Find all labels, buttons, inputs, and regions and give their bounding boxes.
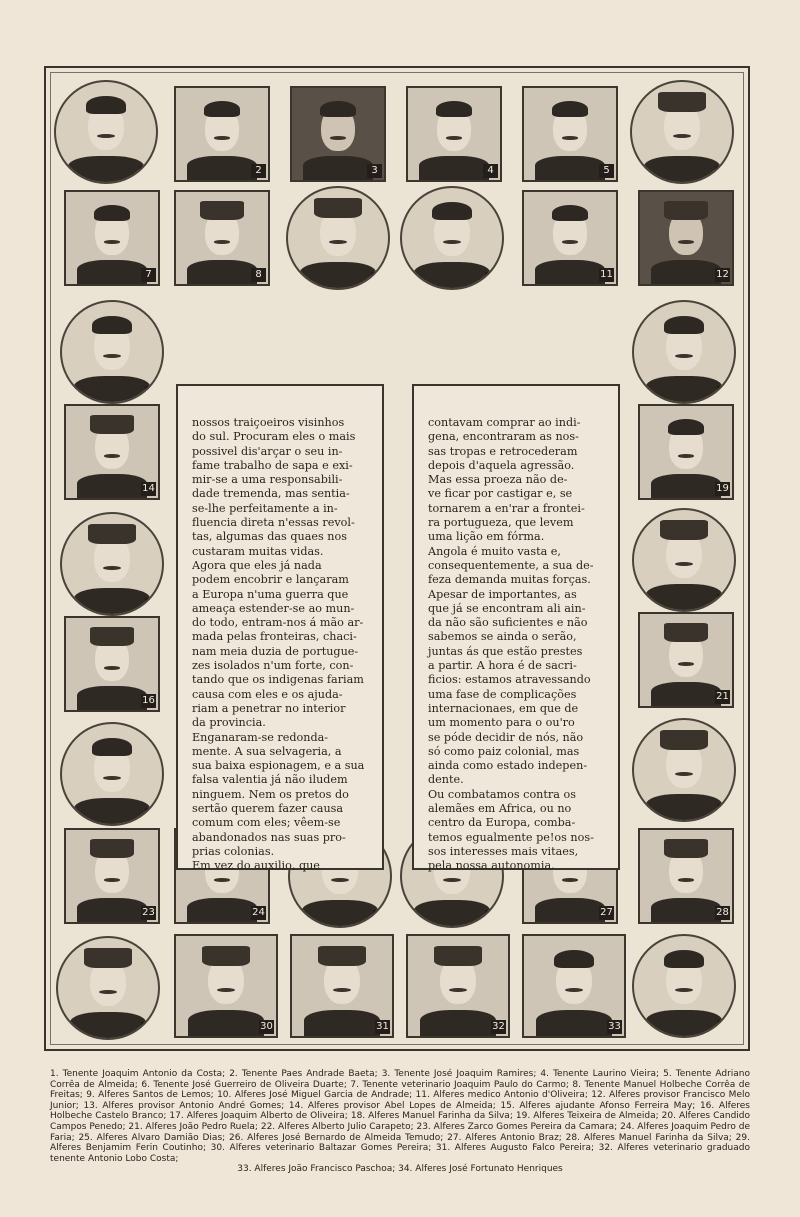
- portrait-coat: [74, 376, 150, 402]
- portrait-cap: [434, 946, 482, 966]
- portrait-moust: [333, 988, 351, 992]
- portrait-number: 1: [139, 166, 154, 180]
- portrait-coat: [74, 588, 150, 614]
- portrait-coat: [646, 1010, 722, 1036]
- portrait-17: [60, 722, 164, 826]
- portrait-cap: [318, 946, 366, 966]
- portrait-coat: [536, 1010, 612, 1036]
- portrait-hair: [94, 205, 131, 222]
- portrait-coat: [646, 794, 722, 820]
- portrait-number: 29: [142, 1023, 155, 1034]
- portrait-hair: [92, 316, 132, 334]
- portrait-moust: [103, 354, 121, 358]
- portrait-number: 27: [600, 907, 613, 918]
- portrait-plate: [44, 66, 750, 1051]
- portrait-9: [286, 186, 390, 290]
- portrait-5: [522, 86, 618, 182]
- portrait-number: 6: [715, 166, 730, 180]
- portrait-cap: [664, 623, 708, 641]
- portrait-coat: [535, 898, 605, 922]
- portrait-moust: [97, 134, 115, 138]
- portrait-moust: [214, 878, 231, 882]
- portrait-moust: [443, 240, 461, 244]
- portrait-hair: [552, 101, 589, 118]
- portrait-coat: [302, 900, 378, 926]
- portrait-moust: [675, 772, 693, 776]
- portrait-moust: [675, 354, 693, 358]
- portrait-22: [632, 718, 736, 822]
- portrait-cap: [90, 839, 134, 857]
- caption-last-line: 33. Alferes João Francisco Paschoa; 34. Alferes José Fortunato Henriques: [237, 1164, 563, 1175]
- portrait-moust: [104, 454, 121, 458]
- portrait-coat: [77, 898, 147, 922]
- portrait-coat: [646, 376, 722, 402]
- portrait-8: [174, 190, 270, 286]
- portrait-cap: [314, 198, 362, 218]
- portrait-cap: [88, 524, 136, 544]
- portrait-20: [632, 508, 736, 612]
- portrait-moust: [217, 988, 235, 992]
- portrait-moust: [562, 240, 579, 244]
- portrait-moust: [103, 566, 121, 570]
- caption-text: 1. Tenente Joaquim Antonio da Costa; 2. Tenente Paes Andrade Baeta; 3. Tenente José Joaquim Ramires; 4. Tenente Laurino Vieira; 5. Tenente Adriano Corrêa de Almeida; 6. Tenente José Guerreiro de Oliveira Duarte; 7. Tenente veterinario Joaquim Paulo do Carmo; 8. Tenente Manuel Holbeche Corrêa de Freitas; 9. Alferes Santos de Lemos; 10. Alferes José Miguel Garcia de Andrade; 11. Alferes medico Antonio d'Oliveira; 12. Alferes provisor Francisco Melo Junior; 13. Alferes provisor Antonio André Gomes; 14. Alferes provisor Abel Lopes de Almeida; 15. Alferes ajudante Afonso Ferreira May; 16. Alferes Holbeche Castelo Branco; 17. Alferes Joaquim Alberto de Oliveira; 18. Alferes Manuel Farinha da Silva; 19. Alferes Teixeira de Almeida; 20. Alferes Candido Campos Penedo; 21. Alferes João Pedro Ruela; 22. Alferes Alberto Julio Carapeto; 23. Alferes Zarco Gomes Pereira da Camara; 24. Alferes Joaquim Pedro de Faria; 25. Alferes Alvaro Damião Dias; 26. Alferes José Bernardo de Almeida Temudo; 27. Alferes Antonio Braz; 28. Alferes Manuel Farinha da Silva; 29. Alferes Benjamim Ferin Coutinho; 30. Alferes veterinario Baltazar Gomes Pereira; 31. Alferes Augusto Falco Pereira; 32. Alferes veterinario graduado tenente Antonio Lobo Costa;: [50, 1069, 750, 1164]
- portrait-moust: [562, 136, 579, 140]
- portrait-coat: [303, 156, 373, 180]
- portrait-number: 28: [716, 907, 729, 918]
- portrait-13: [60, 300, 164, 404]
- portrait-moust: [214, 240, 231, 244]
- portrait-number: 3: [367, 164, 382, 178]
- portrait-cap: [664, 201, 708, 219]
- portrait-moust: [104, 666, 121, 670]
- portrait-hair: [554, 950, 594, 968]
- portrait-moust: [678, 878, 695, 882]
- portrait-hair: [204, 101, 241, 118]
- portrait-coat: [187, 260, 257, 284]
- portrait-number: 14: [142, 483, 155, 494]
- portrait-number: 24: [252, 907, 265, 918]
- portrait-28: [638, 828, 734, 924]
- portrait-number: 33: [608, 1021, 621, 1032]
- portrait-number: 4: [483, 164, 498, 178]
- portrait-number: 13: [146, 387, 159, 398]
- portrait-number: 11: [600, 269, 613, 280]
- portrait-moust: [449, 988, 467, 992]
- portrait-2: [174, 86, 270, 182]
- portrait-cap: [84, 948, 132, 968]
- portrait-moust: [99, 990, 117, 994]
- portrait-29: [56, 936, 160, 1040]
- portrait-hair: [92, 738, 132, 756]
- portrait-coat: [187, 156, 257, 180]
- portrait-31: [290, 934, 394, 1038]
- portrait-14: [64, 404, 160, 500]
- portrait-hair: [432, 202, 472, 220]
- portrait-moust: [104, 878, 121, 882]
- portrait-moust: [329, 240, 347, 244]
- portrait-33: [522, 934, 626, 1038]
- portrait-cap: [90, 627, 134, 645]
- portrait-10: [400, 186, 504, 290]
- portrait-coat: [420, 1010, 496, 1036]
- portrait-number: 18: [718, 387, 731, 398]
- portrait-hair: [668, 419, 705, 436]
- portrait-number: 23: [142, 907, 155, 918]
- portrait-3: [290, 86, 386, 182]
- portrait-coat: [535, 260, 605, 284]
- portrait-coat: [77, 260, 147, 284]
- portrait-coat: [414, 262, 490, 288]
- portrait-number: 22: [718, 805, 731, 816]
- portrait-number: 32: [492, 1021, 505, 1032]
- portrait-coat: [646, 584, 722, 610]
- portrait-moust: [673, 134, 691, 138]
- portrait-11: [522, 190, 618, 286]
- portrait-number: 7: [141, 268, 156, 282]
- portrait-cap: [664, 839, 708, 857]
- caption-block: [50, 1069, 750, 1175]
- portrait-number: 31: [376, 1021, 389, 1032]
- portrait-coat: [651, 682, 721, 706]
- portrait-cap: [660, 730, 708, 750]
- portrait-cap: [90, 415, 134, 433]
- portrait-coat: [304, 1010, 380, 1036]
- text-column-right: contavam comprar ao indi- gena, encontraram as nos- sas tropas e retrocederam depois d'aquela agressão. Mas essa proeza não de- ve ficar por castigar e, se tornarem a en'rar a frontei- ra portugueza, que levem uma lição em fórma. Angola é muito vasta e, consequentemente, a sua de- feza demanda muitas forças. Apesar de importantes, as que já se encontram ali ain- da não são suficientes e não sabemos se ainda o serão, juntas ás que estão prestes a partir. A hora é de sacri- ficios: estamos atravessando uma fase de complicações internacionaes, em que de um momento para o ou'ro se póde decidir de nós, não só como paiz colonial, mas ainda como estado indepen- dente. Ou combatamos contra os alemães em Africa, ou no centro da Europa, comba- temos egualmente pe!os nos- sos interesses mais vitaes, pela nossa autonomia.: [412, 384, 620, 870]
- portrait-number: 20: [718, 595, 731, 606]
- portrait-number: 21: [716, 691, 729, 702]
- portrait-moust: [678, 454, 695, 458]
- portrait-12: [638, 190, 734, 286]
- portrait-hair: [552, 205, 589, 222]
- portrait-4: [406, 86, 502, 182]
- portrait-6: [630, 80, 734, 184]
- portrait-coat: [644, 156, 720, 182]
- portrait-1: [54, 80, 158, 184]
- portrait-number: 25: [374, 911, 387, 922]
- portrait-coat: [187, 898, 257, 922]
- portrait-moust: [443, 878, 461, 882]
- portrait-coat: [300, 262, 376, 288]
- portrait-number: 10: [486, 273, 499, 284]
- portrait-number: 8: [251, 268, 266, 282]
- portrait-moust: [330, 136, 347, 140]
- portrait-21: [638, 612, 734, 708]
- portrait-coat: [77, 686, 147, 710]
- portrait-moust: [103, 776, 121, 780]
- portrait-moust: [562, 878, 579, 882]
- portrait-number: 26: [486, 911, 499, 922]
- portrait-number: 30: [260, 1021, 273, 1032]
- portrait-cap: [658, 92, 706, 112]
- portrait-cap: [660, 520, 708, 540]
- portrait-moust: [214, 136, 231, 140]
- portrait-hair: [664, 950, 704, 968]
- portrait-moust: [446, 136, 463, 140]
- portrait-hair: [320, 101, 357, 118]
- portrait-coat: [535, 156, 605, 180]
- portrait-moust: [104, 240, 121, 244]
- portrait-16: [64, 616, 160, 712]
- portrait-moust: [675, 988, 693, 992]
- portrait-18: [632, 300, 736, 404]
- portrait-moust: [675, 562, 693, 566]
- portrait-cap: [202, 946, 250, 966]
- portrait-number: 34: [718, 1021, 731, 1032]
- portrait-coat: [68, 156, 144, 182]
- portrait-34: [632, 934, 736, 1038]
- portrait-number: 9: [371, 272, 386, 286]
- portrait-hair: [86, 96, 126, 114]
- portrait-hair: [664, 316, 704, 334]
- portrait-number: 5: [599, 164, 614, 178]
- portrait-30: [174, 934, 278, 1038]
- portrait-23: [64, 828, 160, 924]
- portrait-32: [406, 934, 510, 1038]
- portrait-15: [60, 512, 164, 616]
- portrait-coat: [77, 474, 147, 498]
- portrait-coat: [70, 1012, 146, 1038]
- portrait-coat: [414, 900, 490, 926]
- portrait-coat: [651, 474, 721, 498]
- portrait-coat: [651, 260, 721, 284]
- portrait-number: 17: [146, 809, 159, 820]
- portrait-moust: [331, 878, 349, 882]
- portrait-moust: [565, 988, 583, 992]
- portrait-19: [638, 404, 734, 500]
- portrait-7: [64, 190, 160, 286]
- portrait-moust: [678, 240, 695, 244]
- portrait-number: 19: [716, 483, 729, 494]
- portrait-number: 16: [142, 695, 155, 706]
- portrait-coat: [74, 798, 150, 824]
- portrait-number: 15: [146, 599, 159, 610]
- portrait-coat: [651, 898, 721, 922]
- portrait-number: 12: [716, 269, 729, 280]
- portrait-moust: [678, 662, 695, 666]
- text-column-left: nossos traiçoeiros visinhos do sul. Procuram eles o mais possivel dis'arçar o seu in- fame trabalho de sapa e exi- mir-se a uma responsabili- dade tremenda, mas sentia- se-lhe perfeitamente a in- fluencia direta n'essas revol- tas, algumas das quaes nos custaram muitas vidas. Agora que eles já nada podem encobrir e lançaram a Europa n'uma guerra que ameaça estender-se ao mun- do todo, entram-nos á mão ar- mada pelas fronteiras, chaci- nam meia duzia de portugue- zes isolados n'um forte, con- tando que os indigenas fariam causa com eles e os ajuda- riam a penetrar no interior da provincia. Enganaram-se redonda- mente. A sua selvageria, a sua baixa espionagem, e a sua falsa valentia já não iludem ninguem. Nem os pretos do sertão querem fazer causa comum com eles; vêem-se abandonados nas suas pro- prias colonias. Em vez do auxilio, que: [176, 384, 384, 870]
- portrait-hair: [436, 101, 473, 118]
- portrait-number: 2: [251, 164, 266, 178]
- portrait-coat: [419, 156, 489, 180]
- portrait-coat: [188, 1010, 264, 1036]
- portrait-cap: [200, 201, 244, 219]
